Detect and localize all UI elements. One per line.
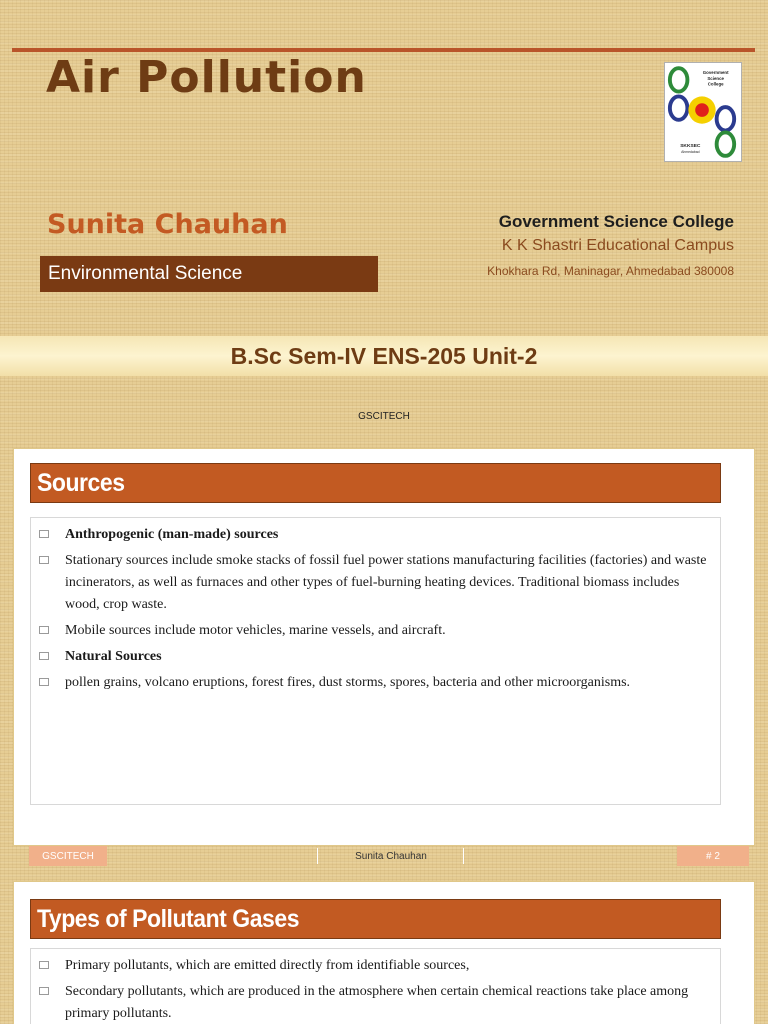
slide-footer — [13, 846, 755, 868]
svg-text:College: College — [707, 81, 724, 87]
subject-label: Environmental Science — [48, 263, 243, 284]
slide-content — [30, 517, 721, 805]
slide-title: Types of Pollutant Gases — [37, 904, 300, 933]
list-item — [39, 981, 712, 1024]
slide-sources — [13, 448, 755, 846]
list-item-text: pollen grains, volcano eruptions, forest fires, dust storms, spores, bacteria and other microorganisms. — [65, 675, 631, 690]
bullet-square-icon — [39, 987, 49, 995]
subject-banner — [40, 256, 378, 292]
footer-divider — [463, 848, 464, 864]
list-item — [39, 646, 712, 668]
page-title: Air Pollution — [46, 52, 367, 103]
college-logo-icon — [665, 63, 741, 161]
footer-center: Sunita Chauhan — [355, 850, 427, 862]
list-item-text: Natural Sources — [65, 649, 162, 664]
footer-divider — [317, 848, 318, 864]
svg-text:Science: Science — [707, 75, 724, 81]
bullet-square-icon — [39, 652, 49, 660]
bullet-square-icon — [39, 961, 49, 969]
svg-text:SKKSEC: SKKSEC — [680, 144, 701, 150]
watermark-text: GSCITECH — [358, 411, 410, 422]
list-item-text: Stationary sources include smoke stacks of fossil fuel power stations manufacturing facilities (factories) and waste incinerators, as well as furnaces and other types of fuel-burning heating devices. Traditional biomass includes wood, crop waste. — [65, 553, 707, 612]
svg-text:Government: Government — [702, 70, 729, 75]
slide-header — [30, 463, 721, 503]
list-item — [39, 550, 712, 616]
author-name: Sunita Chauhan — [47, 209, 288, 240]
course-band — [0, 336, 768, 376]
campus-name: K K Shastri Educational Campus — [501, 237, 734, 254]
slide-pollutant-gases — [13, 881, 755, 1024]
slide-header — [30, 899, 721, 939]
list-item — [39, 524, 712, 546]
college-name: Government Science College — [498, 212, 734, 231]
footer-left: GSCITECH — [29, 846, 107, 866]
bullet-square-icon — [39, 626, 49, 634]
footer-page-number: # 2 — [677, 846, 749, 866]
list-item-text: Secondary pollutants, which are produced in the atmosphere when certain chemical reactions take place among primary pollutants. — [65, 984, 689, 1021]
bullet-square-icon — [39, 678, 49, 686]
slide-title: Sources — [37, 468, 125, 497]
list-item-text: Primary pollutants, which are emitted directly from identifiable sources, — [65, 958, 470, 973]
bullet-square-icon — [39, 530, 49, 538]
list-item-text: Mobile sources include motor vehicles, marine vessels, and aircraft. — [65, 623, 446, 638]
list-item — [39, 672, 712, 694]
svg-text:Ahmedabad: Ahmedabad — [681, 149, 700, 154]
college-address: Khokhara Rd, Maninagar, Ahmedabad 380008 — [487, 264, 734, 278]
list-item — [39, 620, 712, 642]
slide-content — [30, 948, 721, 1024]
bullet-square-icon — [39, 556, 49, 564]
list-item-text: Anthropogenic (man-made) sources — [65, 527, 279, 542]
college-logo — [664, 62, 742, 162]
list-item — [39, 955, 712, 977]
course-title: B.Sc Sem-IV ENS-205 Unit-2 — [230, 342, 538, 369]
